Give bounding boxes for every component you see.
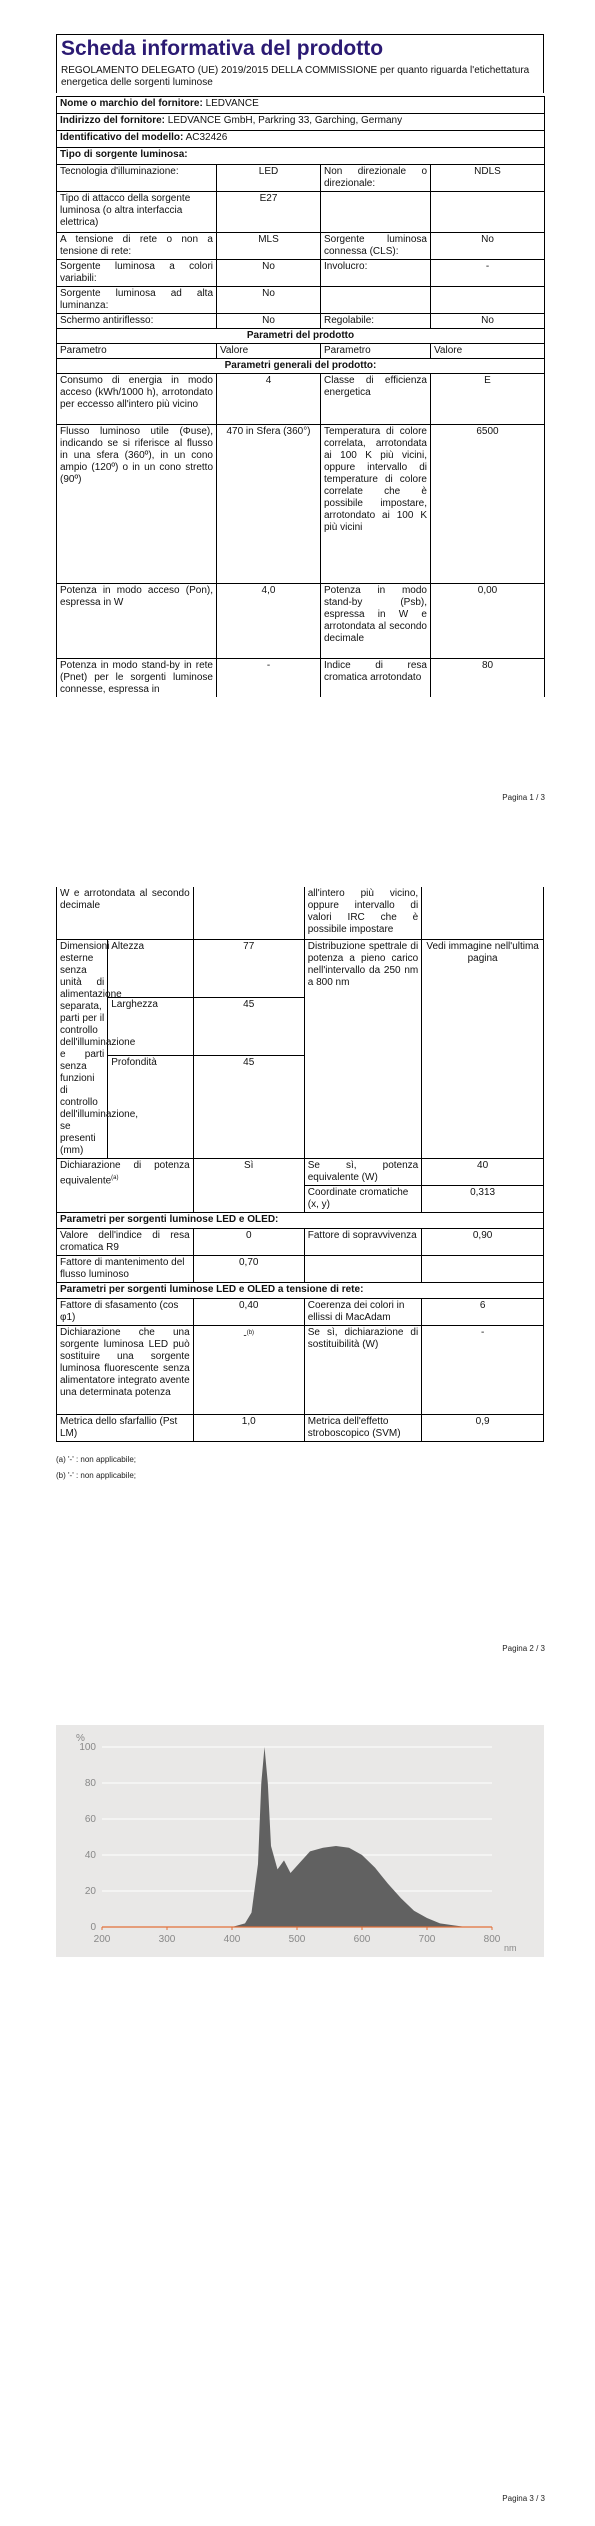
table-row: Tipo di attacco della sorgente luminosa (o altra interfaccia elettrica) E27 [57,192,545,233]
address-label: Indirizzo del fornitore: [60,115,165,126]
table-row: Profondità 45 [57,1056,544,1159]
y-tick-label: 20 [84,1886,96,1897]
page-number: Pagina 2 / 3 [502,1644,545,1653]
table-row: Dimensioni esterne senza unità di alimentazione separata, parti per il controllo dell'illuminazione e parti senza funzioni di controllo dell'illuminazione, se presenti (mm) Altezza 77 Distribuzione spettrale di potenza a pieno carico nell'intervallo da 250 nm a 800 nm Vedi immagine nell'ultima pagina [57,940,544,998]
table-row: Potenza in modo acceso (Pon), espressa in W 4,0 Potenza in modo stand-by (Psb), espressa in W e arrotondata al secondo decimale 0,00 [57,584,545,659]
page-title: Scheda informativa del prodotto [61,37,384,60]
table-row: Metrica dello sfarfallio (Pst LM) 1,0 Metrica dell'effetto stroboscopico (SVM) 0,9 [57,1415,544,1442]
table-row: Schermo antiriflesso: No Regolabile: No [57,314,545,329]
title-box [56,34,544,93]
dimensions-label: Dimensioni esterne senza unità di alimentazione separata, parti per il controllo dell'illuminazione e parti senza funzioni di controllo dell'illuminazione, se presenti (mm) [57,940,108,1159]
spectral-chart-svg [56,1725,544,1957]
address-value: LEDVANCE GmbH, Parkring 33, Garching, Germany [167,115,403,126]
table-row: Valore dell'indice di resa cromatica R9 0 Fattore di sopravvivenza 0,90 [57,1229,544,1256]
x-tick-label: 400 [223,1934,241,1945]
x-axis-label: nm [504,1943,517,1953]
page-1 [0,0,595,815]
y-tick-label: 80 [84,1778,96,1789]
x-tick-label: 500 [288,1934,306,1945]
footnote-a: (a) '-' : non applicabile; [56,1455,136,1464]
general-header: Parametri generali del prodotto: [57,359,545,374]
page-3 [0,1695,595,2526]
chart-axes [102,1927,492,1930]
y-axis-label: % [76,1733,85,1744]
y-tick-label: 100 [79,1742,96,1753]
table-row: Flusso luminoso utile (Φuse), indicando se si riferisce al flusso in una sfera (360º), in un cono ampio (120º) o in un cono stretto (90º) 470 in Sfera (360°) Temperatura di colore correlata, arrotondata ai 100 K più vicini, oppure intervallo di temperature di colore correlate che è possibile impostare, arrotondato ai 100 K più vicini 6500 [57,425,545,584]
table-row: A tensione di rete o non a tensione di rete: MLS Sorgente luminosa connessa (CLS): No [57,233,545,260]
spectral-chart [56,1725,544,1957]
table-row: Coordinate cromatiche (x, y) 0,313 [57,1186,544,1213]
type-header: Tipo di sorgente luminosa: [57,148,545,165]
table-row: Dichiarazione che una sorgente luminosa LED può sostituire una sorgente luminosa fluorescente senza alimentatore integrato avente una determinata potenza -$^{(b)}$ Se sì, dichiarazione di sostituibilità (W) - [57,1326,544,1415]
table-row: Sorgente luminosa a colori variabili: No Involucro: - [57,260,545,287]
x-tick-label: 700 [418,1934,436,1945]
footnote-b: (b) '-' : non applicabile; [56,1471,136,1480]
table-row: Larghezza 45 [57,998,544,1056]
x-tick-label: 300 [158,1934,176,1945]
table-row: Potenza in modo stand-by in rete (Pnet) per le sorgenti luminose connesse, espressa in - Indice di resa cromatica arrotondato 80 [57,659,545,698]
table-row: W e arrotondata al secondo decimale all'intero più vicino, oppure intervallo di valori IRC che è possibile impostare [57,887,544,940]
led-header: Parametri per sorgenti luminose LED e OLED: [57,1213,544,1229]
mains-header: Parametri per sorgenti luminose LED e OLED a tensione di rete: [57,1283,544,1299]
x-tick-label: 600 [353,1934,371,1945]
table-row: Consumo di energia in modo acceso (kWh/1000 h), arrotondato per eccesso all'intero più vicino 4 Classe di efficienza energetica E [57,374,545,425]
page-number: Pagina 3 / 3 [502,2494,545,2503]
table-row: Sorgente luminosa ad alta luminanza: No [57,287,545,314]
supplier-value: LEDVANCE [205,98,259,109]
y-tick-label: 40 [84,1850,96,1861]
model-value: AC32426 [185,132,228,143]
page-number: Pagina 1 / 3 [502,793,545,802]
product-info-table [56,96,545,697]
model-label: Identificativo del modello: [60,132,184,143]
product-info-table-continued [56,887,544,1442]
y-tick-label: 60 [84,1814,96,1825]
regulation-subtitle: REGOLAMENTO DELEGATO (UE) 2019/2015 DELLA COMMISSIONE per quanto riguarda l'etichettatura energetica delle sorgenti luminose [61,65,530,88]
table-row: Tecnologia d'illuminazione: LED Non direzionale o direzionale: NDLS [57,165,545,192]
page-2 [0,815,595,1695]
x-tick-label: 800 [483,1934,501,1945]
table-row: Dichiarazione di potenza equivalente$^{(a)}$ Sì Se sì, potenza equivalente (W) 40 [57,1159,544,1186]
y-tick-label: 0 [90,1922,96,1933]
table-row: Fattore di sfasamento (cos φ1) 0,40 Coerenza dei colori in ellissi di MacAdam 6 [57,1299,544,1326]
table-row: Fattore di mantenimento del flusso luminoso 0,70 [57,1256,544,1283]
x-tick-label: 200 [93,1934,111,1945]
params-header: Parametri del prodotto [57,329,545,344]
supplier-label: Nome o marchio del fornitore: [60,98,203,109]
column-header-row: Parametro Valore Parametro Valore [57,344,545,359]
spectral-curve [232,1747,466,1927]
